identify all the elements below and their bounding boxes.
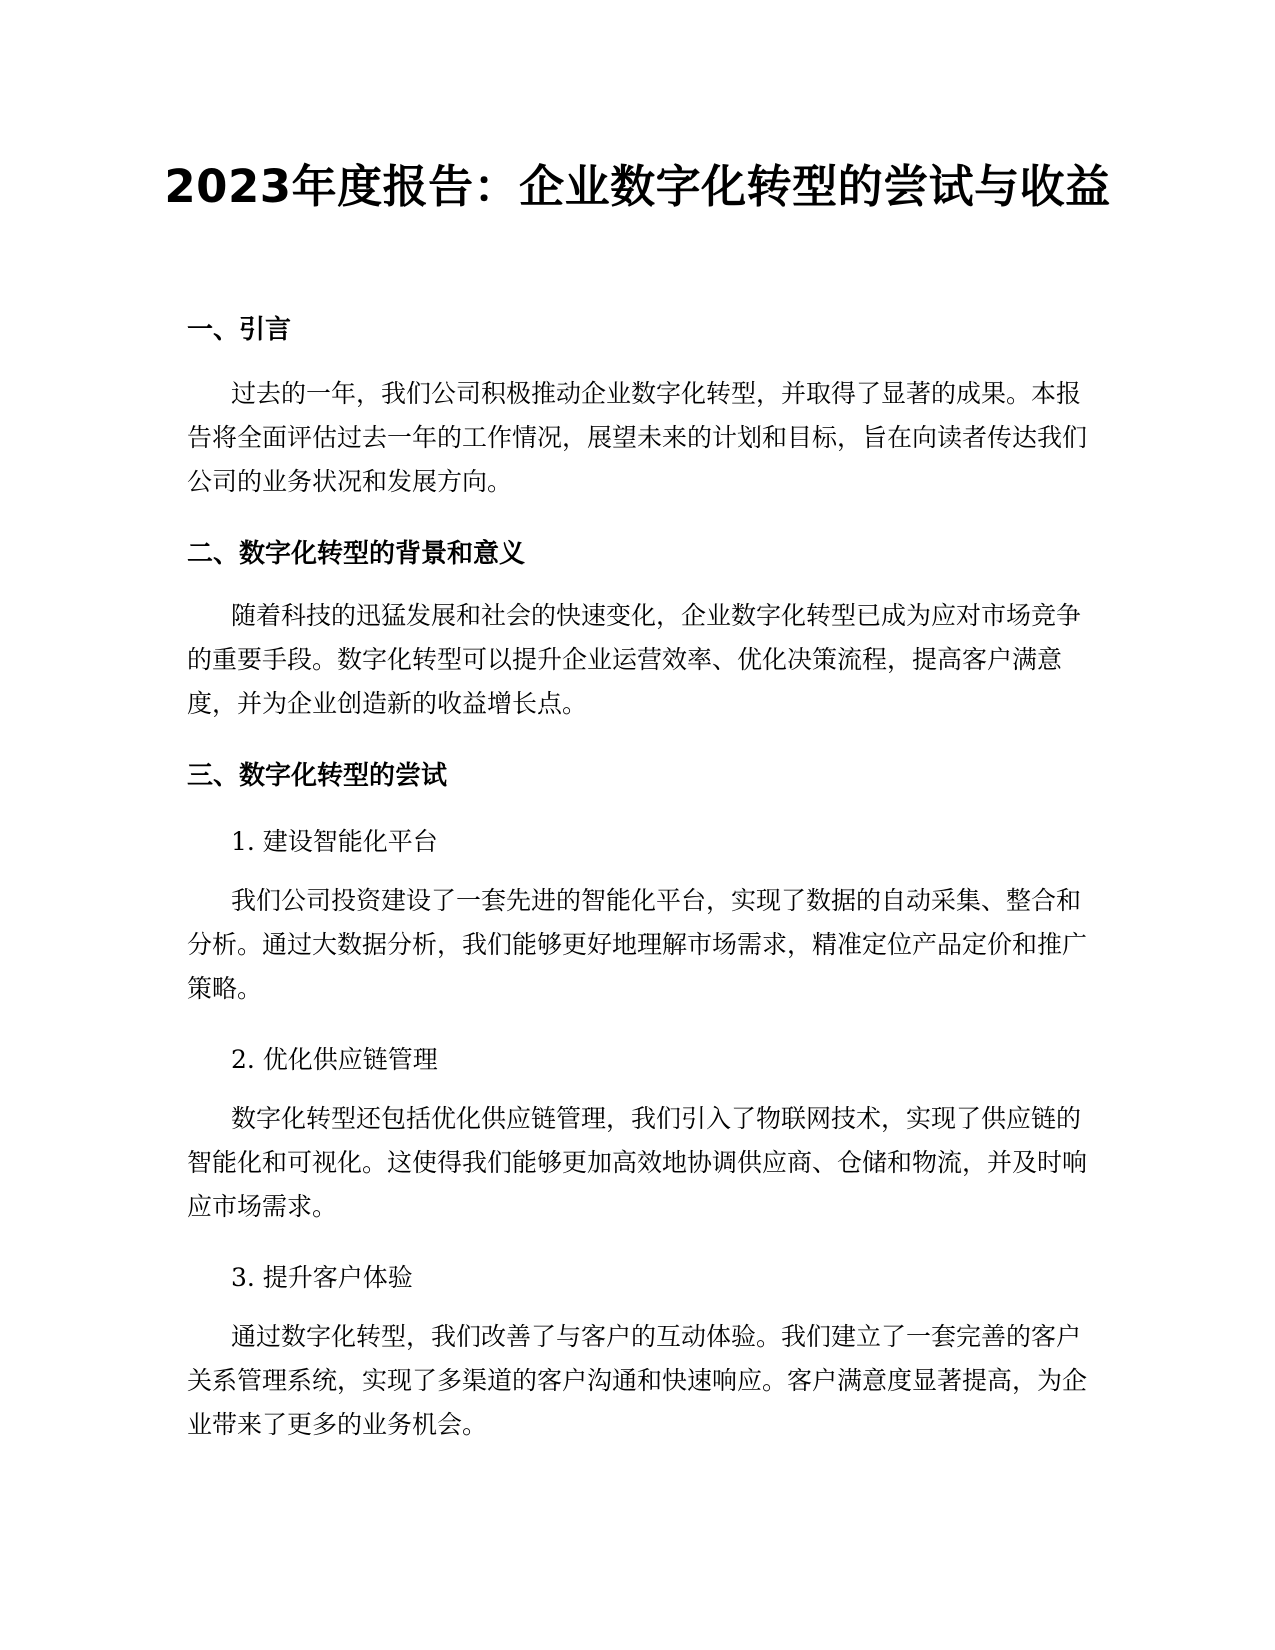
paragraph-line: 关系管理系统，实现了多渠道的客户沟通和快速响应。客户满意度显著提高，为企 <box>187 1366 1088 1395</box>
paragraph-line: 通过数字化转型，我们改善了与客户的互动体验。我们建立了一套完善的客户 <box>231 1322 1082 1351</box>
introduction-paragraph <box>187 372 1087 504</box>
paragraph-line: 数字化转型还包括优化供应链管理，我们引入了物联网技术，实现了供应链的 <box>231 1104 1082 1133</box>
background-paragraph <box>187 594 1087 726</box>
subitem-label-supply-chain: 2. 优化供应链管理 <box>231 1045 438 1074</box>
paragraph-line: 公司的业务状况和发展方向。 <box>187 467 513 496</box>
paragraph-line: 业带来了更多的业务机会。 <box>187 1410 488 1439</box>
paragraph-line: 智能化和可视化。这使得我们能够更加高效地协调供应商、仓储和物流，并及时响 <box>187 1148 1088 1177</box>
section-heading-background: 二、数字化转型的背景和意义 <box>187 539 526 569</box>
document-title: 2023年度报告：企业数字化转型的尝试与收益 <box>164 160 1111 213</box>
paragraph-line: 随着科技的迅猛发展和社会的快速变化，企业数字化转型已成为应对市场竞争 <box>231 601 1082 630</box>
paragraph-line: 分析。通过大数据分析，我们能够更好地理解市场需求，精准定位产品定价和推广 <box>187 930 1088 959</box>
smart-platform-paragraph <box>187 879 1087 1011</box>
customer-experience-paragraph <box>187 1315 1087 1447</box>
subitem-label-smart-platform: 1. 建设智能化平台 <box>231 827 438 856</box>
paragraph-line: 我们公司投资建设了一套先进的智能化平台，实现了数据的自动采集、整合和 <box>231 886 1082 915</box>
paragraph-line: 的重要手段。数字化转型可以提升企业运营效率、优化决策流程，提高客户满意 <box>187 645 1063 674</box>
supply-chain-paragraph <box>187 1097 1087 1229</box>
subitem-label-customer-experience: 3. 提升客户体验 <box>231 1263 413 1292</box>
paragraph-line: 应市场需求。 <box>187 1192 338 1221</box>
paragraph-line: 度，并为企业创造新的收益增长点。 <box>187 689 588 718</box>
paragraph-line: 策略。 <box>187 974 263 1003</box>
section-heading-introduction: 一、引言 <box>187 315 292 345</box>
paragraph-line: 过去的一年，我们公司积极推动企业数字化转型，并取得了显著的成果。本报 <box>231 379 1082 408</box>
paragraph-line: 告将全面评估过去一年的工作情况，展望未来的计划和目标，旨在向读者传达我们 <box>187 423 1088 452</box>
section-heading-attempts: 三、数字化转型的尝试 <box>187 761 448 791</box>
